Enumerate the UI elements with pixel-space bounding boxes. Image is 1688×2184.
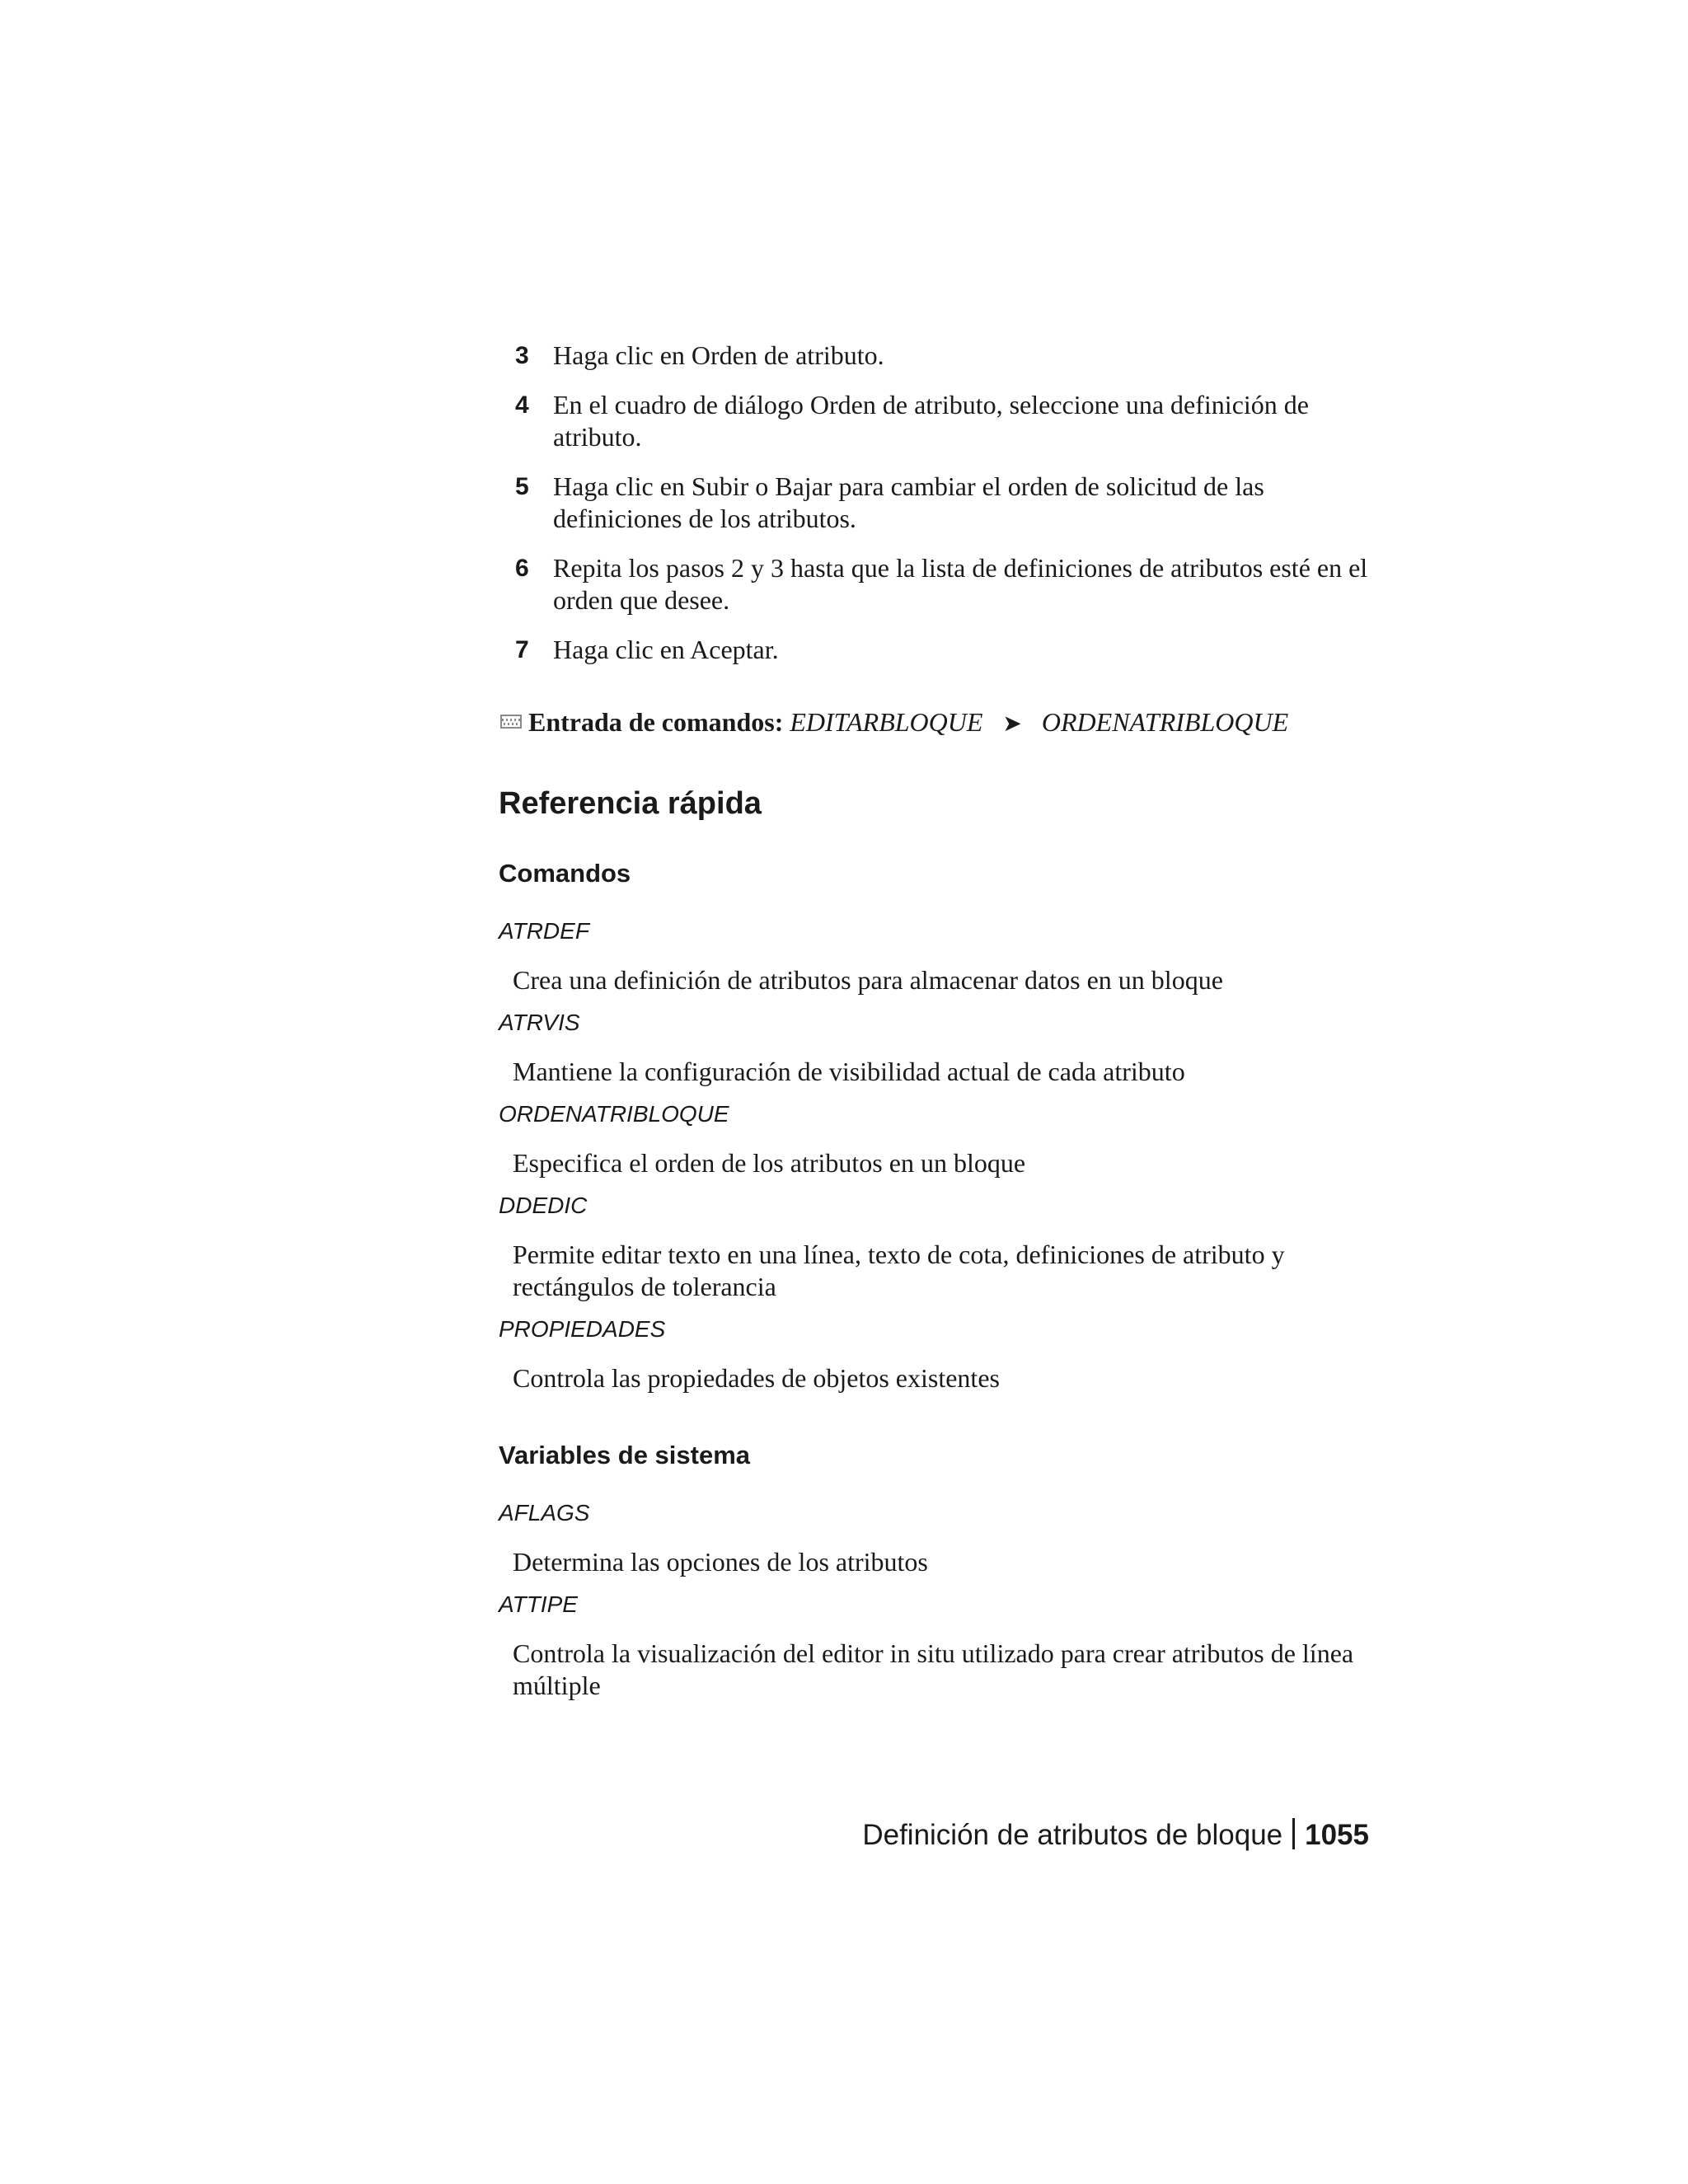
variable-description: Controla la visualización del editor in situ utilizado para crear atributos de línea múltiple (513, 1638, 1354, 1700)
step-text: Haga clic en Orden de atributo. (553, 340, 884, 370)
step-number: 7 (515, 636, 529, 663)
step-number: 6 (515, 555, 529, 582)
procedure-steps (515, 340, 1389, 683)
commands-list (499, 916, 1397, 1406)
page-footer (862, 1817, 1369, 1854)
step-number: 4 (515, 391, 529, 419)
step-number: 3 (515, 342, 529, 369)
command-entry (500, 705, 1288, 740)
step-item (515, 471, 1389, 535)
variable-name: AFLAGS (499, 1500, 590, 1526)
keyboard-icon (500, 715, 522, 729)
step-text: Repita los pasos 2 y 3 hasta que la lista de definiciones de atributos esté en el orden que desee. (553, 553, 1368, 615)
variables-list (499, 1498, 1397, 1713)
arrow-icon: ➤ (1002, 710, 1022, 737)
step-number: 5 (515, 473, 529, 500)
step-item (515, 552, 1389, 616)
command-entry-label: Entrada de comandos: (528, 707, 784, 737)
command-name: ORDENATRIBLOQUE (1041, 707, 1289, 737)
command-description: Crea una definición de atributos para almacenar datos en un bloque (513, 965, 1223, 995)
variable-description: Determina las opciones de los atributos (513, 1547, 928, 1577)
command-name: ORDENATRIBLOQUE (499, 1101, 729, 1127)
step-text: En el cuadro de diálogo Orden de atributo, seleccione una definición de atributo. (553, 390, 1309, 452)
command-name: ATRDEF (499, 918, 589, 944)
step-text: Haga clic en Subir o Bajar para cambiar el orden de solicitud de las definiciones de los atributos. (553, 471, 1264, 533)
command-description: Permite editar texto en una línea, texto de cota, definiciones de atributo y rectángulos de tolerancia (513, 1240, 1285, 1301)
step-item (515, 340, 1389, 372)
step-text: Haga clic en Aceptar. (553, 635, 779, 664)
command-name: ATRVIS (499, 1010, 580, 1035)
footer-separator (1292, 1818, 1295, 1849)
section-heading: Referencia rápida (499, 786, 762, 821)
command-description: Especifica el orden de los atributos en un bloque (513, 1148, 1026, 1178)
step-item (515, 389, 1389, 453)
commands-heading: Comandos (499, 859, 631, 888)
command-name: DDEDIC (499, 1193, 588, 1218)
footer-section-title: Definición de atributos de bloque (862, 1819, 1283, 1851)
command-description: Controla las propiedades de objetos existentes (513, 1363, 1000, 1393)
command-name: PROPIEDADES (499, 1316, 666, 1342)
variable-name: ATTIPE (499, 1591, 578, 1617)
page-number: 1055 (1305, 1819, 1369, 1851)
command-name: EDITARBLOQUE (790, 707, 983, 737)
step-item (515, 634, 1389, 666)
system-variables-heading: Variables de sistema (499, 1441, 751, 1469)
command-description: Mantiene la configuración de visibilidad actual de cada atributo (513, 1057, 1185, 1086)
